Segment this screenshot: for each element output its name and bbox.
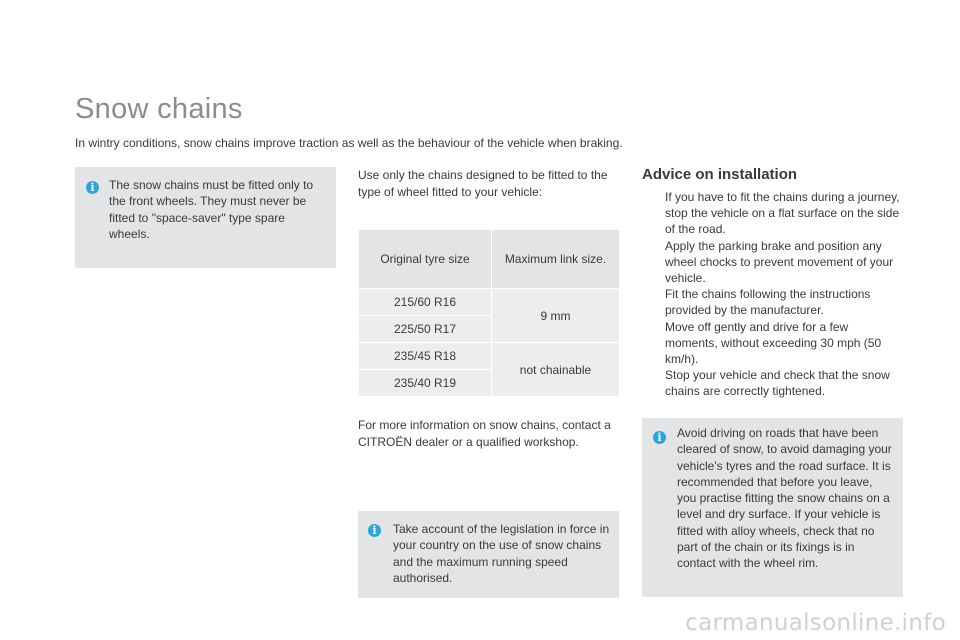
- advice-heading: Advice on installation: [642, 166, 798, 183]
- step-text: Stop your vehicle and check that the snow chains are correctly tightened.: [665, 368, 890, 399]
- list-item: [642, 367, 904, 399]
- note-avoid-text: Avoid driving on roads that have been cleared of snow, to avoid damaging your vehicle's tyres and the road surface. It is recommended that before you leave, you practise fitting the snow chains on a level and dry surface. If your vehicle is fitted with alloy wheels, check that no part of the chain or its fixings is in contact with the wheel rim.: [677, 426, 892, 571]
- note-front-wheels: [75, 167, 336, 268]
- more-info-text: For more information on snow chains, contact a CITROËN dealer or a qualified workshop.: [358, 418, 611, 449]
- link-size-cell: 9 mm: [492, 289, 620, 343]
- tyre-size-cell: 235/45 R18: [359, 343, 492, 370]
- step-text: Apply the parking brake and position any wheel chocks to prevent movement of your vehicle.: [665, 238, 894, 286]
- step-text: Fit the chains following the instructions provided by the manufacturer.: [665, 287, 871, 318]
- info-icon: i: [653, 431, 666, 444]
- list-item: [642, 319, 904, 368]
- page-title: Snow chains: [75, 93, 243, 125]
- intro-text: In wintry conditions, snow chains improve traction as well as the behaviour of the vehicle when braking.: [75, 136, 623, 150]
- watermark: carmanualsonline.info: [685, 610, 946, 636]
- chain-size-table: [358, 229, 620, 397]
- step-text: Move off gently and drive for a few moments, without exceeding 30 mph (50 km/h).: [665, 319, 882, 367]
- table-row: [359, 343, 620, 370]
- step-text: If you have to fit the chains during a journey, stop the vehicle on a flat surface on the side of the road.: [665, 190, 900, 237]
- list-item: [642, 286, 904, 318]
- header-link-size: Maximum link size.: [492, 230, 620, 289]
- tyre-size-cell: 215/60 R16: [359, 289, 492, 316]
- note-avoid-cleared-roads: [642, 418, 903, 597]
- link-size-cell: not chainable: [492, 343, 620, 397]
- note-legal-text: Take account of the legislation in force in your country on the use of snow chains and the maximum running speed authorised.: [393, 522, 610, 585]
- tyre-size-cell: 235/40 R19: [359, 370, 492, 397]
- list-item: [642, 189, 904, 238]
- note-front-text: The snow chains must be fitted only to the front wheels. They must never be fitted to "space-saver" type spare wheels.: [109, 178, 314, 241]
- header-tyre-size: Original tyre size: [359, 230, 492, 289]
- note-legislation: [358, 511, 619, 598]
- list-item: [642, 238, 904, 287]
- advice-steps-list: [642, 189, 904, 400]
- info-icon: i: [368, 524, 381, 537]
- info-icon: i: [86, 181, 99, 194]
- use-only-text: Use only the chains designed to be fitted to the type of wheel fitted to your vehicle:: [358, 168, 608, 199]
- tyre-size-cell: 225/50 R17: [359, 316, 492, 343]
- table-row: [359, 289, 620, 316]
